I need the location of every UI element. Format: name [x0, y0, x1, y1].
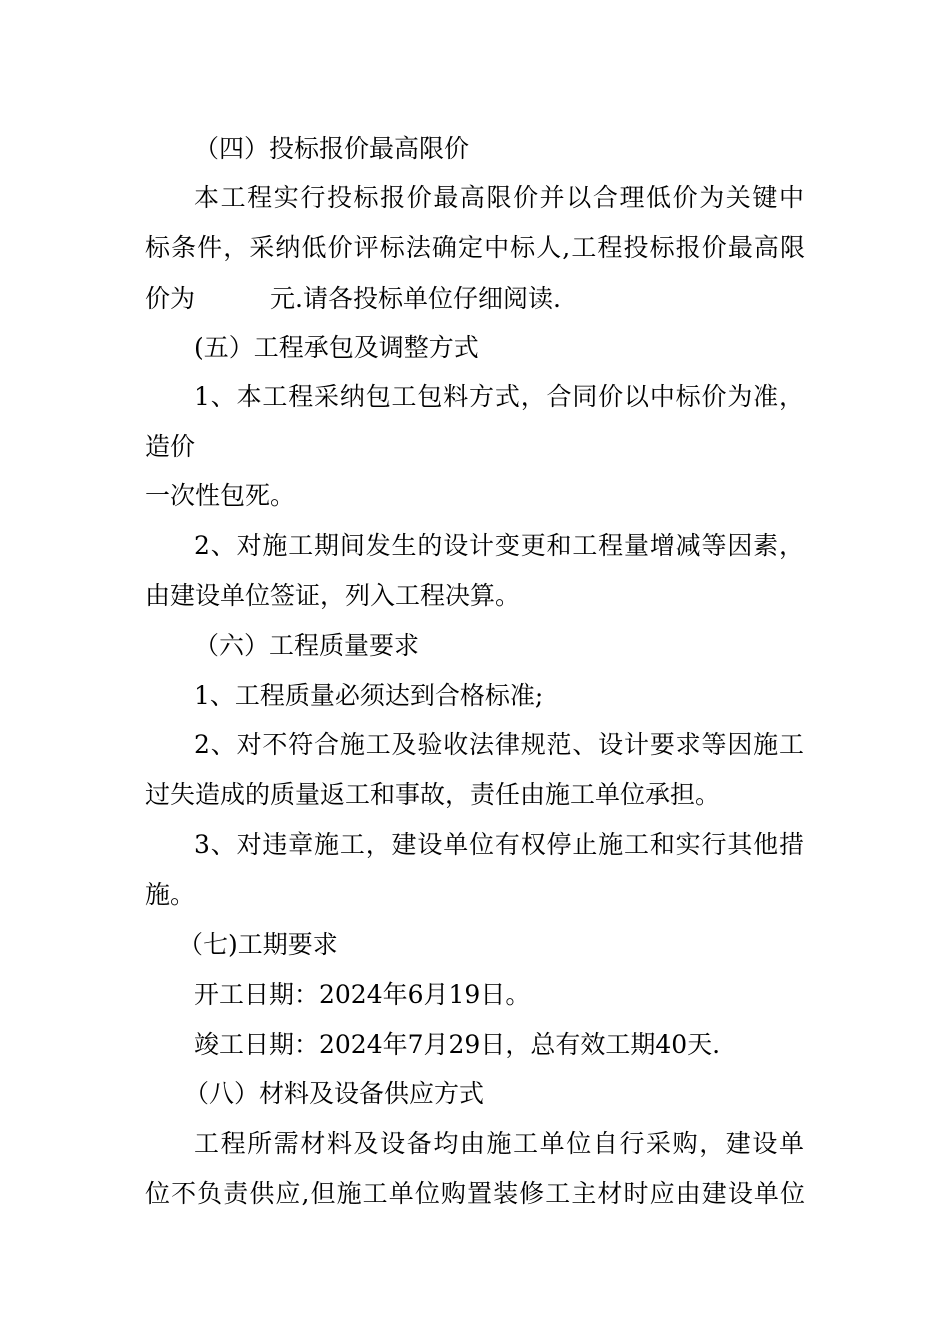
- paragraph-line: 价为 元.请各投标单位仔细阅读.: [145, 284, 561, 313]
- paragraph-line: 由建设单位签证，列入工程决算。: [145, 581, 521, 610]
- section-heading-6: （六）工程质量要求: [194, 631, 420, 660]
- paragraph-line: 3、对违章施工，建设单位有权停止施工和实行其他措: [194, 830, 804, 859]
- paragraph-line: 施。: [145, 880, 196, 909]
- paragraph-line: 2、对不符合施工及验收法律规范、设计要求等因施工: [194, 730, 804, 759]
- section-heading-5: (五）工程承包及调整方式: [194, 333, 479, 362]
- paragraph-line: 1、本工程采纳包工包料方式，合同价以中标价为准，: [194, 382, 804, 411]
- paragraph-line: 2、对施工期间发生的设计变更和工程量增减等因素，: [194, 531, 804, 560]
- paragraph-line: 工程所需材料及设备均由施工单位自行采购，建设单: [194, 1129, 804, 1158]
- section-heading-8: （八）材料及设备供应方式: [184, 1079, 485, 1108]
- paragraph-line: 一次性包死。: [145, 481, 296, 510]
- paragraph-line: 标条件，采纳低价评标法确定中标人,工程投标报价最高限: [145, 233, 805, 262]
- paragraph-line: 造价: [145, 432, 196, 461]
- paragraph-line: 过失造成的质量返工和事故，责任由施工单位承担。: [145, 780, 721, 809]
- paragraph-line: 位不负责供应,但施工单位购置装修工主材时应由建设单位: [145, 1179, 805, 1208]
- start-date-line: 开工日期：2024年6月19日。: [194, 980, 531, 1009]
- section-heading-4: （四）投标报价最高限价: [194, 134, 470, 163]
- paragraph-line: 1、工程质量必须达到合格标准;: [194, 681, 544, 710]
- paragraph-line: 本工程实行投标报价最高限价并以合理低价为关键中: [194, 183, 804, 212]
- section-heading-7: （七)工期要求: [178, 930, 338, 959]
- completion-date-line: 竣工日期：2024年7月29日，总有效工期40天.: [194, 1030, 721, 1059]
